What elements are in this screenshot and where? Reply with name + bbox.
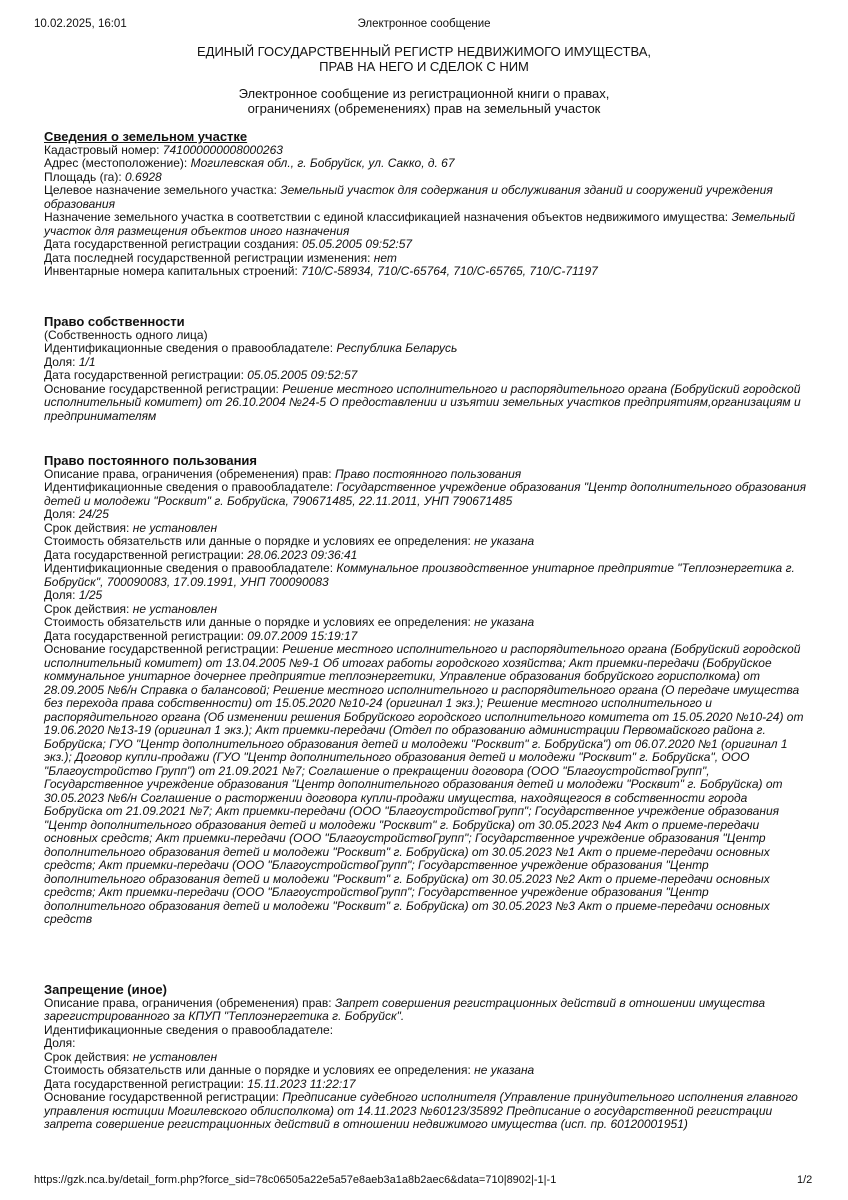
use-holder-1-value: Государственное учреждение образования "Центр дополнительного образования детей и молодежи "Росквит" г. Бобруйска, 790671485, 22.11.2011, УНП 790671485: [44, 480, 807, 508]
ban-description-row: [44, 997, 808, 1024]
ban-term-row: [44, 1051, 808, 1065]
document-type: Электронное сообщение: [357, 18, 491, 30]
ownership-share-value: 1/1: [78, 354, 96, 369]
title-line-1: ЕДИНЫЙ ГОСУДАРСТВЕННЫЙ РЕГИСТР НЕДВИЖИМОГО ИМУЩЕСТВА,: [196, 44, 652, 59]
cadastral-number-value: 741000000008000263: [162, 142, 283, 157]
land-section: [44, 130, 808, 279]
use-holder-2-row: [44, 562, 808, 589]
title-line-2: ПРАВ НА НЕГО И СДЕЛОК С НИМ: [319, 59, 529, 74]
permanent-use-section: [44, 454, 808, 927]
use-date-2-value: 09.07.2009 15:19:17: [247, 628, 358, 643]
address-row: [44, 157, 808, 171]
ownership-holder-row: [44, 342, 808, 356]
use-basis-row: [44, 643, 808, 927]
inventory-numbers-value: 710/С-58934, 710/С-65764, 710/С-65765, 710/С-71197: [301, 264, 598, 278]
inventory-numbers-row: [44, 265, 808, 279]
footer-url: https://gzk.nca.by/detail_form.php?force_sid=78c06505a22e5a57e8aeb3a1a8b2aec6&data=710|8902|-1|-1: [34, 1174, 557, 1186]
use-term-2-label: Срок действия:: [44, 601, 130, 616]
address-label: Адрес (местоположение):: [44, 156, 188, 170]
ban-term-label: Срок действия:: [44, 1049, 130, 1064]
ban-cost-label: Стоимость обязательств или данные о порядке и условиях ее определения:: [44, 1063, 471, 1077]
ban-date-row: [44, 1078, 808, 1092]
ownership-share-label: Доля:: [44, 354, 76, 369]
land-heading: Сведения о земельном участке: [44, 129, 248, 144]
ownership-heading: Право собственности: [44, 314, 185, 329]
ownership-section: [44, 315, 808, 423]
use-cost-1-value: не указана: [474, 534, 535, 548]
creation-date-row: [44, 238, 808, 252]
ownership-kind: (Собственность одного лица): [44, 327, 208, 342]
document-subtitle: [0, 86, 848, 116]
ban-cost-value: не указана: [474, 1063, 535, 1077]
classification-value: Земельный участок для размещения объектов иного назначения: [44, 210, 796, 238]
area-label: Площадь (га):: [44, 169, 122, 184]
address-value: Могилевская обл., г. Бобруйск, ул. Сакко, д. 67: [190, 156, 455, 170]
use-cost-2-label: Стоимость обязательств или данные о порядке и условиях ее определения:: [44, 615, 471, 629]
classification-label: Назначение земельного участка в соответствии с единой классификацией назначения объектов недвижимого имущества:: [44, 210, 729, 224]
use-share-1-value: 24/25: [78, 507, 109, 521]
purpose-label: Целевое назначение земельного участка:: [44, 183, 277, 197]
use-cost-2-value: не указана: [474, 615, 535, 629]
last-change-label: Дата последней государственной регистрации изменения:: [44, 250, 371, 265]
ban-date-label: Дата государственной регистрации:: [44, 1076, 244, 1091]
last-change-row: [44, 252, 808, 266]
use-basis-value: Решение местного исполнительного и распорядительного органа (Бобруйский городской исполнительный комитет) от 13.04.2005 №9-1 Об итогах работы городского хозяйства; Акт приемки-передачи (Бобруйское коммунальное унитарное дочернее предприятие теплоэнергетики, Управление образования бобруйского горисполкома) от 28.09.2005 №6/н Справка о балансовой; Решение местного исполнительного и распорядительного органа (О передаче имущества без перехода права собственности) от 15.05.2020 №10-24 (оригинал 1 экз.); Решение местного исполнительного и распорядительного органа (Об изменении решения Бобруйского городского исполнительного комитета от 15.05.2020 №10-24) от 19.06.2020 №13-19 (оригинал 1 экз.); Акт приемки-передачи (Отдел по образованию администрации Первомайского района г. Бобруйска; ГУО "Центр дополнительного образования детей и молодежи "Росквит" г. Бобруйска") от 06.07.2020 №1 (оригинал 1 экз.); Договор купли-продажи (ГУО "Центр дополнительного образования детей и молодежи "Росквит" г. Бобруйска", ООО "Благоустройство Групп") от 21.09.2021 №7; Соглашение о прекращении договора (ООО "БлагоустройствоГрупп", Государственное учреждение образования "Центр дополнительного образования детей и молодежи "Росквит" г. Бобруйска) от 30.05.2023 №6/н Соглашение о расторжении договора купли-продажи имущества, находящегося в собственности города Бобруйска от 21.09.2021 №7; Акт приемки-передачи (ООО "БлагоустройствоГрупп"; Государственное учреждение образования "Центр дополнительного образования детей и молодежи "Росквит" г. Бобруйска) от 30.05.2023 №4 Акт о приеме-передачи основных средств; Акт приемки-передачи (ООО "БлагоустройствоГрупп"; Государственное учреждение образования "Центр дополнительного образования детей и молодежи "Росквит" г. Бобруйска) от 30.05.2023 №1 Акт о приеме-передачи основных средств; Акт приемки-передачи (ООО "БлагоустройствоГрупп"; Государственное учреждение образования "Центр дополнительного образования детей и молодежи "Росквит" г. Бобруйска) от 30.05.2023 №2 Акт о приеме-передачи основных средств; Акт приемки-передачи (ООО "БлагоустройствоГрупп"; Государственное учреждение образования "Центр дополнительного образования детей и молодежи "Росквит" г. Бобруйска) от 30.05.2023 №3 Акт о приеме-передачи основных средств: [44, 642, 804, 926]
subtitle-line-1: Электронное сообщение из регистрационной книги о правах,: [238, 86, 610, 101]
use-cost-1-label: Стоимость обязательств или данные о порядке и условиях ее определения:: [44, 534, 471, 548]
cadastral-number-row: [44, 144, 808, 158]
use-description-value: Право постоянного пользования: [334, 466, 522, 481]
ban-holder-label: Идентификационные сведения о правообладателе:: [44, 1022, 334, 1037]
use-holder-2-label: Идентификационные сведения о правообладателе:: [44, 561, 334, 575]
ownership-date-row: [44, 369, 808, 383]
use-share-2-value: 1/25: [78, 588, 103, 602]
ban-basis-value: Предписание судебного исполнителя (Управление принудительного исполнения главного управления юстиции Могилевского облисполкома) от 14.11.2023 №60123/35892 Предписание о государственной регистрации запрета совершение регистрационных действий в отношении недвижимого имущества (исп. пр. 60120001951): [44, 1090, 798, 1131]
page-number: 1/2: [797, 1174, 813, 1186]
ownership-holder-label: Идентификационные сведения о правообладателе:: [44, 341, 334, 355]
document-title: [0, 44, 848, 74]
subtitle-line-2: ограничениях (обременениях) прав на земельный участок: [247, 101, 601, 116]
ownership-basis-row: [44, 383, 808, 424]
use-holder-1-row: [44, 481, 808, 508]
use-holder-1-label: Идентификационные сведения о правообладателе:: [44, 480, 334, 494]
ban-cost-row: [44, 1064, 808, 1078]
use-date-2-label: Дата государственной регистрации:: [44, 628, 244, 643]
area-row: [44, 171, 808, 185]
prohibition-heading: Запрещение (иное): [44, 982, 167, 997]
creation-date-label: Дата государственной регистрации создания:: [44, 237, 299, 251]
purpose-row: [44, 184, 808, 211]
ban-holder-row: [44, 1024, 808, 1038]
ban-basis-label: Основание государственной регистрации:: [44, 1090, 279, 1104]
inventory-numbers-label: Инвентарные номера капитальных строений:: [44, 264, 298, 278]
use-share-1-label: Доля:: [44, 507, 76, 521]
use-date-1-row: [44, 549, 808, 563]
use-term-2-value: не установлен: [132, 601, 218, 616]
ban-description-label: Описание права, ограничения (обременения) прав:: [44, 995, 332, 1010]
use-date-1-label: Дата государственной регистрации:: [44, 547, 244, 562]
ban-share-row: [44, 1037, 808, 1051]
ownership-share-row: [44, 356, 808, 370]
ban-basis-row: [44, 1091, 808, 1132]
use-term-1-label: Срок действия:: [44, 520, 130, 535]
use-share-2-row: [44, 589, 808, 603]
use-term-1-row: [44, 522, 808, 536]
use-date-1-value: 28.06.2023 09:36:41: [247, 547, 358, 562]
ownership-date-label: Дата государственной регистрации:: [44, 368, 244, 382]
use-share-2-label: Доля:: [44, 588, 76, 602]
use-holder-2-value: Коммунальное производственное унитарное предприятие "Теплоэнергетика г. Бобруйск", 700090083, 17.09.1991, УНП 700090083: [44, 561, 795, 589]
last-change-value: нет: [373, 250, 397, 265]
area-value: 0.6928: [125, 169, 162, 184]
classification-row: [44, 211, 808, 238]
ban-share-label: Доля:: [44, 1036, 76, 1050]
ban-description-value: Запрет совершения регистрационных действий в отношении имущества зарегистрированного за КПУП "Теплоэнергетика г. Бобруйск".: [44, 995, 765, 1023]
creation-date-value: 05.05.2005 09:52:57: [302, 237, 413, 251]
ownership-basis-label: Основание государственной регистрации:: [44, 381, 279, 396]
purpose-value: Земельный участок для содержания и обслуживания зданий и сооружений учреждения образования: [44, 183, 773, 211]
ban-term-value: не установлен: [132, 1049, 218, 1064]
ownership-holder-value: Республика Беларусь: [336, 341, 458, 355]
print-datetime: 10.02.2025, 16:01: [34, 18, 127, 30]
permanent-use-heading: Право постоянного пользования: [44, 453, 258, 468]
prohibition-section: [44, 983, 808, 1132]
ownership-basis-value: Решение местного исполнительного и распорядительного органа (Бобруйский городской исполнительный комитет) от 26.10.2004 №24-5 О предоставлении и изъятии земельных участков предприятиям,организациям и предпринимателям: [44, 381, 801, 423]
use-cost-2-row: [44, 616, 808, 630]
use-description-label: Описание права, ограничения (обременения) прав:: [44, 466, 332, 481]
cadastral-number-label: Кадастровый номер:: [44, 142, 160, 157]
use-term-2-row: [44, 603, 808, 617]
use-cost-1-row: [44, 535, 808, 549]
use-description-row: [44, 468, 808, 482]
use-basis-label: Основание государственной регистрации:: [44, 642, 279, 656]
use-share-1-row: [44, 508, 808, 522]
use-date-2-row: [44, 630, 808, 644]
ban-date-value: 15.11.2023 11:22:17: [247, 1076, 356, 1091]
use-term-1-value: не установлен: [132, 520, 218, 535]
ownership-date-value: 05.05.2005 09:52:57: [247, 368, 358, 382]
